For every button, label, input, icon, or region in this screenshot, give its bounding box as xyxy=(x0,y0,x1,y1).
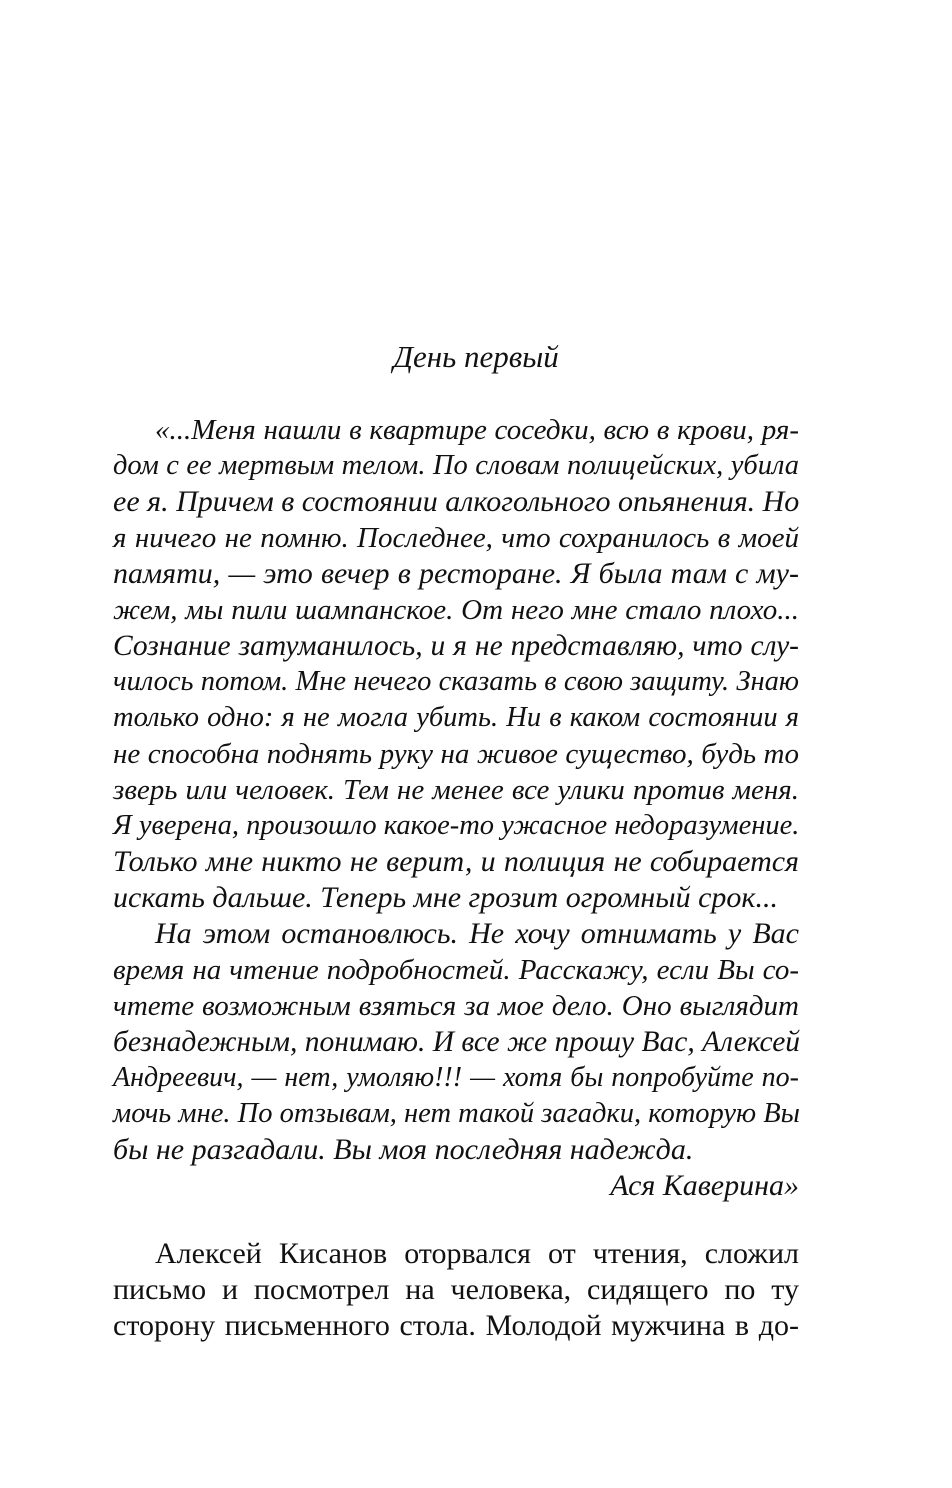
letter-line: Я уверена, произошло какое-то ужасное недоразумение. xyxy=(113,810,800,841)
letter-line: я ничего не помню. Последнее, что сохранилось в моей xyxy=(113,522,799,554)
letter-line: зверь или человек. Тем не менее все улики против меня. xyxy=(113,774,799,806)
letter-line: время на чтение подробностей. Расскажу, если Вы со- xyxy=(113,954,799,986)
letter-line: «...Меня нашли в квартире соседки, всю в крови, ря- xyxy=(155,414,799,446)
letter-line: На этом остановлюсь. Не хочу отнимать у Вас xyxy=(155,917,799,950)
chapter-title: День первый xyxy=(393,339,559,374)
letter-line: жем, мы пили шампанское. От него мне стало плохо... xyxy=(113,594,799,626)
letter-line: мочь мне. По отзывам, нет такой загадки, которую Вы xyxy=(113,1098,800,1129)
letter-line: Только мне никто не верит, и полиция не собирается xyxy=(113,845,799,878)
letter-line: Сознание затуманилось, и я не представляю, что слу- xyxy=(113,630,799,662)
letter-line: Андреевич, — нет, умоляю!!! — хотя бы попробуйте по- xyxy=(113,1062,799,1093)
letter-line: ее я. Причем в состоянии алкогольного опьянения. Но xyxy=(113,485,800,518)
letter-line: памяти, — это вечер в ресторане. Я была там с му- xyxy=(113,557,799,590)
letter-line: чилось потом. Мне нечего сказать в свою защиту. Знаю xyxy=(113,666,799,697)
letter-line: дом с ее мертвым телом. По словам полицейских, убила xyxy=(113,450,799,481)
letter-line: только одно: я не могла убить. Ни в каком состоянии я xyxy=(113,702,799,733)
letter-line: чтете возможным взяться за мое дело. Оно выглядит xyxy=(113,990,799,1022)
letter-signature: Ася Каверина» xyxy=(610,1169,799,1202)
letter-line: бы не разгадали. Вы моя последняя надежда. xyxy=(113,1133,694,1166)
letter-line: искать дальше. Теперь мне грозит огромный срок... xyxy=(113,881,778,914)
narrative-line: сторону письменного стола. Молодой мужчина в до- xyxy=(113,1309,799,1342)
letter-line: безнадежным, понимаю. И все же прошу Вас, Алексей xyxy=(113,1026,801,1058)
narrative-line: Алексей Кисанов оторвался от чтения, сложил xyxy=(155,1237,799,1270)
narrative-line: письмо и посмотрел на человека, сидящего по ту xyxy=(113,1273,799,1306)
letter-line: не способна поднять руку на живое существо, будь то xyxy=(113,738,799,770)
